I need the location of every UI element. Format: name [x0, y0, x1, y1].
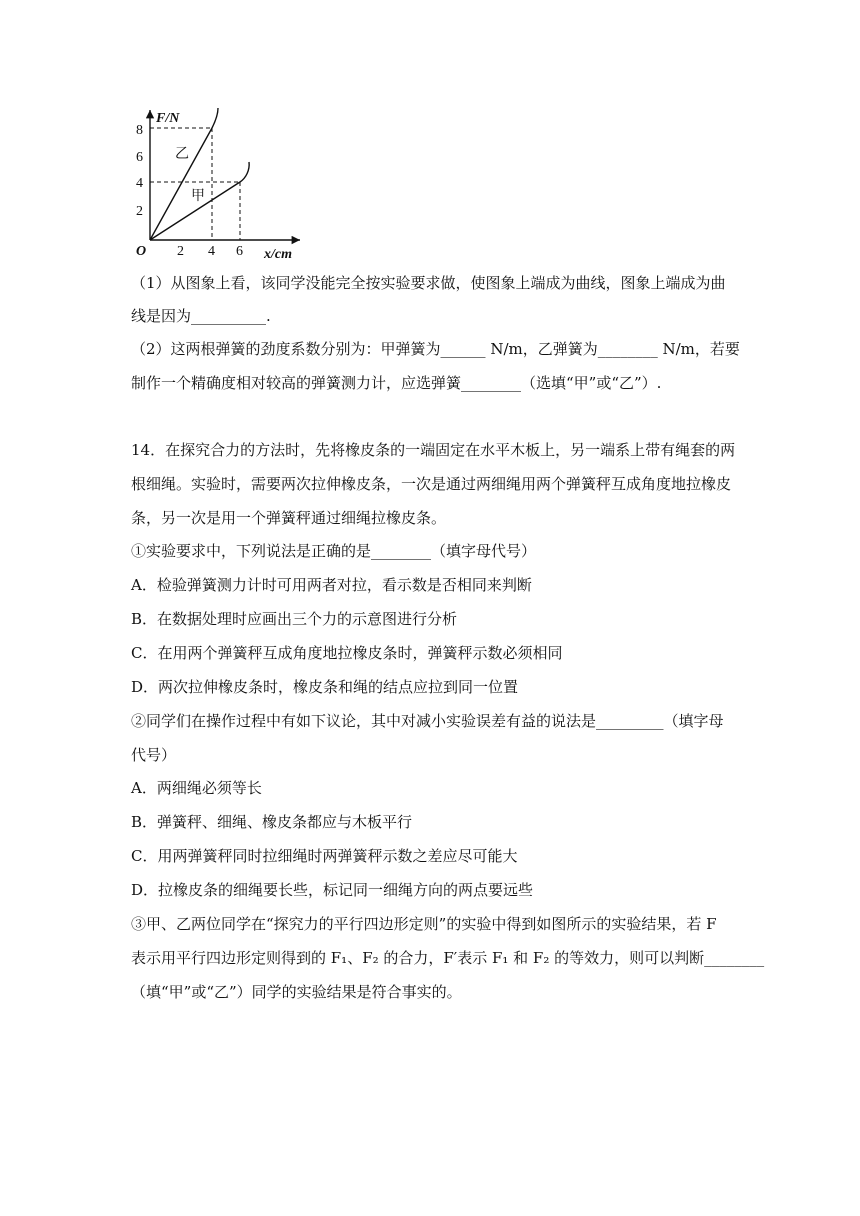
y-tick-6: 6: [136, 150, 143, 165]
q14-sub1-prompt: ①实验要求中，下列说法是正确的是________（填字母代号）: [131, 542, 537, 560]
q14-stem-line3: 条，另一次是用一个弹簧秤通过细绳拉橡皮条。: [131, 509, 447, 527]
q13-part2-line2: 制作一个精确度相对较高的弹簧测力计，应选弹簧________（选填“甲”或“乙”）.: [131, 374, 662, 392]
y-tick-8: 8: [136, 123, 143, 138]
y-tick-4: 4: [136, 176, 143, 191]
x-axis-label: x/cm: [264, 247, 292, 260]
q14-sub3-line2: 表示用平行四边形定则得到的 F₁、F₂ 的合力，F′表示 F₁ 和 F₂ 的等效力，则可以判断________: [131, 949, 765, 967]
q13-part2-line1: （2）这两根弹簧的劲度系数分别为：甲弹簧为______ N/m，乙弹簧为________ N/m，若要: [131, 340, 740, 358]
q14-sub1-option-b: B．在数据处理时应画出三个力的示意图进行分析: [131, 610, 458, 628]
q13-part1-line2: 线是因为__________.: [131, 307, 271, 325]
y-tick-2: 2: [136, 204, 143, 219]
q14-stem-line2: 根细绳。实验时，需要两次拉伸橡皮条，一次是通过两细绳用两个弹簧秤互成角度地拉橡皮: [131, 475, 732, 493]
q14-sub1-option-a: A．检验弹簧测力计时可用两者对拉，看示数是否相同来判断: [131, 576, 532, 594]
q14-sub2-option-b: B．弹簧秤、细绳、橡皮条都应与木板平行: [131, 813, 413, 831]
x-tick-6: 6: [236, 244, 243, 259]
q14-sub1-option-c: C．在用两个弹簧秤互成角度地拉橡皮条时，弹簧秤示数必须相同: [131, 644, 563, 662]
series-jia-label: 甲: [191, 188, 205, 204]
x-tick-4: 4: [208, 244, 215, 259]
origin-label: O: [136, 244, 147, 259]
q14-sub2-prompt-line1: ②同学们在操作过程中有如下议论，其中对减小实验误差有益的说法是_________（填字母: [131, 712, 724, 730]
q14-sub2-option-a: A．两细绳必须等长: [131, 779, 262, 797]
q13-part1-line1: （1）从图象上看，该同学没能完全按实验要求做，使图象上端成为曲线，图象上端成为曲: [131, 274, 726, 292]
q14-sub1-option-d: D．两次拉伸橡皮条时，橡皮条和绳的结点应拉到同一位置: [131, 678, 519, 696]
q14-sub2-prompt-line2: 代号）: [131, 746, 177, 764]
q14-sub2-option-d: D．拉橡皮条的细绳要长些，标记同一细绳方向的两点要远些: [131, 881, 534, 899]
force-extension-graph: [128, 100, 318, 260]
series-yi-label: 乙: [175, 146, 189, 162]
y-axis-label: F/N: [156, 111, 180, 126]
x-tick-2: 2: [177, 244, 184, 259]
q14-sub3-line1: ③甲、乙两位同学在“探究力的平行四边形定则”的实验中得到如图所示的实验结果，若 F: [131, 915, 717, 933]
q14-sub2-option-c: C．用两弹簧秤同时拉细绳时两弹簧秤示数之差应尽可能大: [131, 847, 518, 865]
q14-stem-line1: 14．在探究合力的方法时，先将橡皮条的一端固定在水平木板上，另一端系上带有绳套的两: [131, 441, 736, 459]
dashed-guides: [150, 128, 240, 240]
q14-sub3-line3: （填“甲”或“乙”）同学的实验结果是符合事实的。: [131, 983, 462, 1001]
